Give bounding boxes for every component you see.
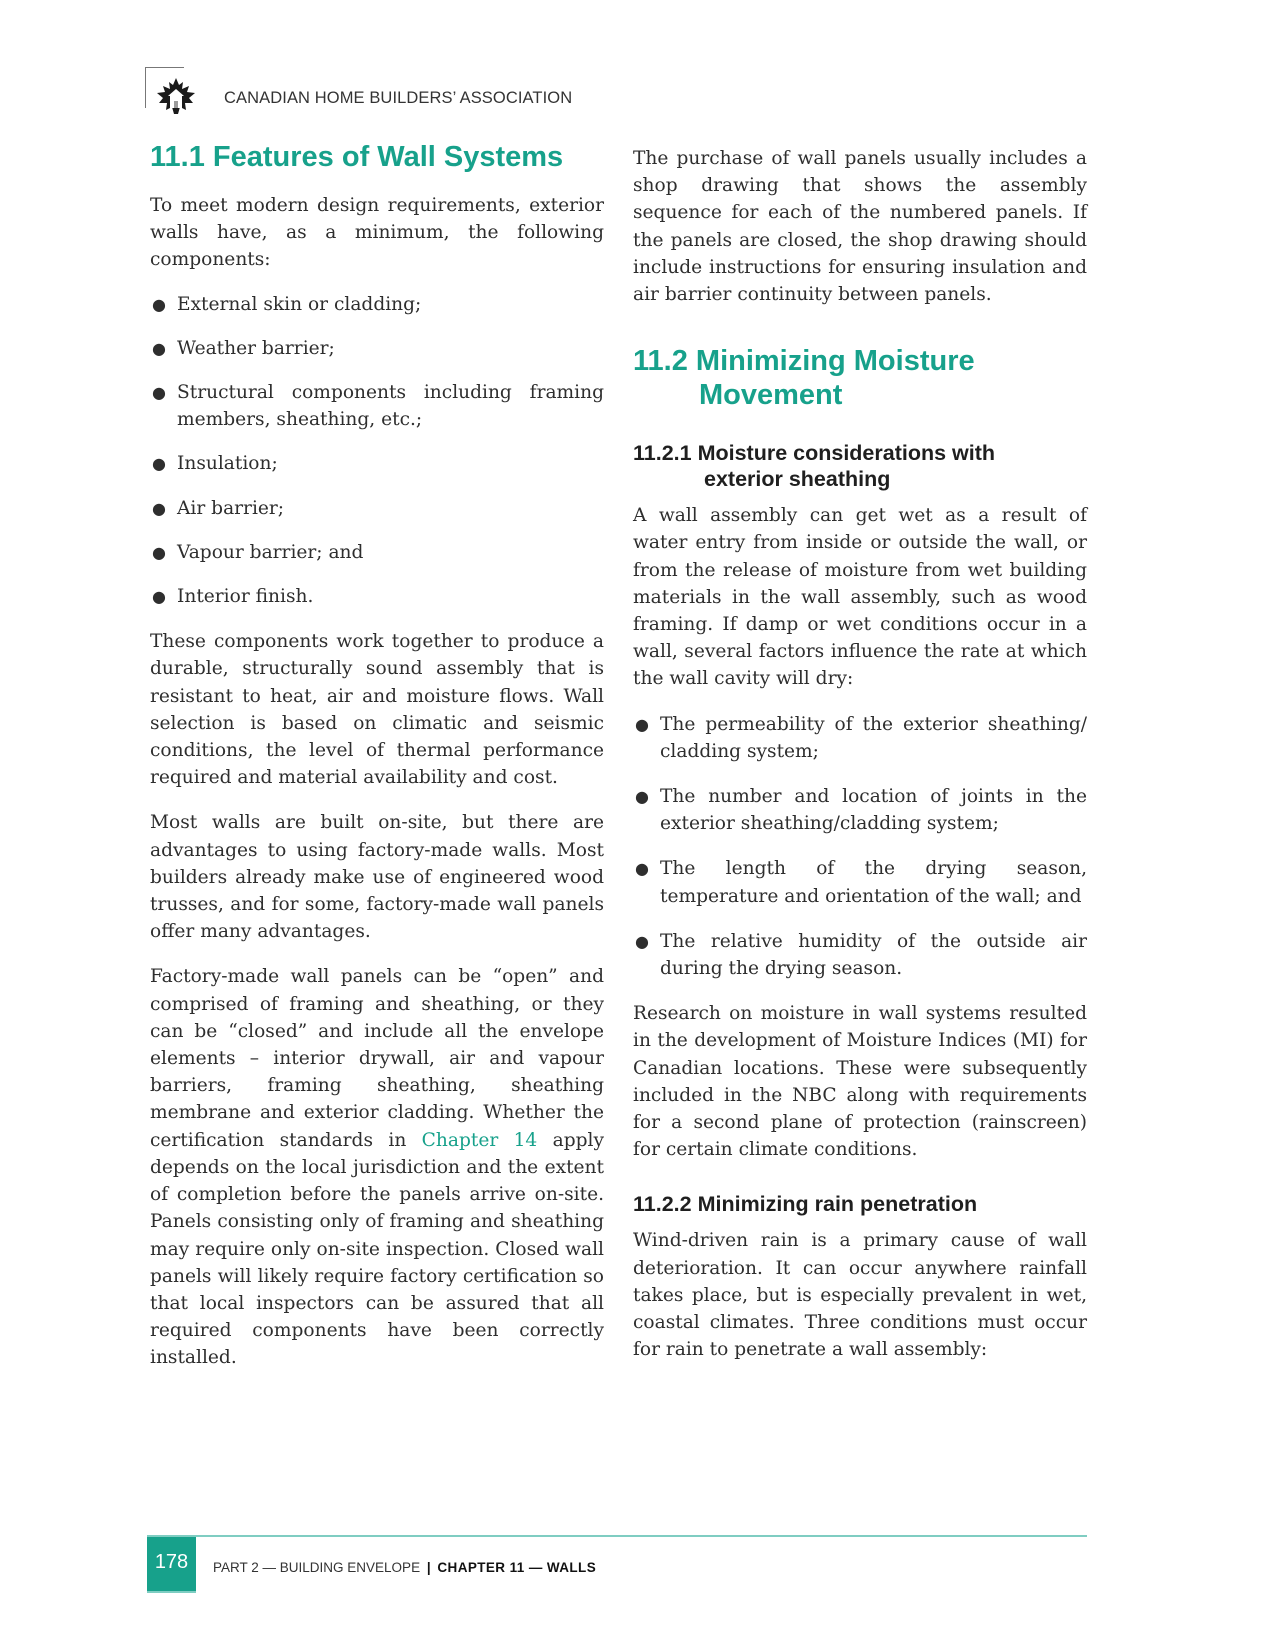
chapter-14-link[interactable]: Chapter 14 (421, 1129, 538, 1151)
bullet-icon: ● (152, 498, 166, 518)
page-number-box (147, 1537, 196, 1593)
list-item: ● Insulation; (150, 450, 604, 477)
wet-assembly-paragraph: A wall assembly can get wet as a result of water entry from inside or outside the wall, or from the release of moisture from wet building materials in the wall assembly, such as wood framing. If damp or wet conditions occur in a wall, several factors influence the rate at which the wall cavity will dry: (633, 505, 1087, 690)
right-column (633, 145, 1087, 1364)
drying-factors-list (633, 711, 1087, 983)
section-heading-11-1 (150, 140, 604, 174)
bullet-icon: ● (635, 714, 649, 734)
subsection-title-line1: Moisture considerations with (697, 441, 996, 466)
bullet-icon: ● (635, 859, 649, 879)
bullet-icon: ● (152, 454, 166, 474)
section-number: 11.2 (633, 345, 688, 378)
part-label: PART 2 — BUILDING ENVELOPE (213, 1560, 421, 1575)
section-heading-11-2 (633, 344, 1087, 412)
section-title-line2: Movement (699, 379, 843, 412)
bullet-icon: ● (152, 338, 166, 358)
left-column (150, 140, 604, 1372)
section-title: Features of Wall Systems (212, 141, 564, 173)
page-number: 178 (154, 1551, 189, 1573)
running-footer (213, 1560, 596, 1575)
list-item: ● The permeability of the exterior sheathing/ cladding system; (633, 711, 1087, 765)
research-paragraph: Research on moisture in wall systems resulted in the development of Moisture Indices (MI) for Canadian locations. These were subsequently included in the NBC along with requirements for a second plane of protection (rainscreen) for certain climate conditions. (633, 1003, 1087, 1161)
maple-leaf-house-icon (153, 76, 199, 116)
subsection-title: Minimizing rain penetration (697, 1192, 978, 1217)
list-item: ● The length of the drying season, temperature and orientation of the wall; and (633, 855, 1087, 909)
list-item: ● Vapour barrier; and (150, 539, 604, 566)
subsection-heading-11-2-2 (633, 1191, 1087, 1217)
bullet-icon: ● (152, 294, 166, 314)
bullet-icon: ● (635, 787, 649, 807)
wall-panels-paragraph: Factory-made wall panels can be “open” and comprised of framing and sheathing, or they can be “closed” and include all the envelope elements – interior drywall, air and vapour barriers, framing sheathing, sheathing membrane and exterior cladding. Whether the certification standards in Chapter 14 apply depends on the local jurisdiction and the extent of completion before the panels arrive on-site. Panels consisting only of framing and sheathing may require only on-site inspection. Closed wall panels will likely require factory certification so that local inspectors can be assured that all required components have been correctly installed. (150, 966, 604, 1369)
bullet-icon: ● (152, 383, 166, 403)
chapter-label: CHAPTER 11 — WALLS (437, 1560, 597, 1575)
purchase-paragraph: The purchase of wall panels usually includes a shop drawing that shows the assembly sequence for each of the numbered panels. If the panels are closed, the shop drawing should include instructions for ensuring insulation and air barrier continuity between panels. (633, 148, 1087, 306)
organization-name: CANADIAN HOME BUILDERS’ ASSOCIATION (224, 89, 573, 107)
section-number: 11.1 (150, 141, 205, 173)
components-paragraph: These components work together to produce a durable, structurally sound assembly that is resistant to heat, air and moisture flows. Wall selection is based on climatic and seismic conditions, the level of thermal performance required and material availability and cost. (150, 631, 604, 789)
list-item: ● Air barrier; (150, 495, 604, 522)
bullet-icon: ● (635, 931, 649, 951)
list-item: ● The number and location of joints in the exterior sheathing/cladding system; (633, 783, 1087, 837)
factory-walls-paragraph: Most walls are built on-site, but there are advantages to using factory-made walls. Most builders already make use of engineered wood trusses, and for some, factory-made wall panels offer many advantages. (150, 812, 604, 943)
intro-paragraph: To meet modern design requirements, exterior walls have, as a minimum, the following components: (150, 195, 604, 271)
footer-rule (147, 1535, 1087, 1537)
subsection-title-line2: exterior sheathing (704, 467, 891, 492)
list-item: ● Interior finish. (150, 583, 604, 610)
section-title-line1: Minimizing Moisture (695, 345, 975, 378)
subsection-heading-11-2-1 (633, 440, 1087, 492)
list-item: ● The relative humidity of the outside air during the drying season. (633, 928, 1087, 982)
subsection-number: 11.2.2 (633, 1192, 692, 1217)
rain-paragraph: Wind-driven rain is a primary cause of wall deterioration. It can occur anywhere rainfall takes place, but is especially prevalent in wet, coastal climates. Three conditions must occur for rain to penetrate a wall assembly: (633, 1230, 1087, 1361)
list-item: ● Weather barrier; (150, 335, 604, 362)
subsection-number: 11.2.1 (633, 441, 692, 466)
cbha-logo (145, 67, 203, 119)
list-item: ● Structural components including framing members, sheathing, etc.; (150, 379, 604, 433)
footer-separator: | (426, 1560, 431, 1575)
bullet-icon: ● (152, 542, 166, 562)
components-list (150, 291, 604, 611)
list-item: ● External skin or cladding; (150, 291, 604, 318)
bullet-icon: ● (152, 587, 166, 607)
